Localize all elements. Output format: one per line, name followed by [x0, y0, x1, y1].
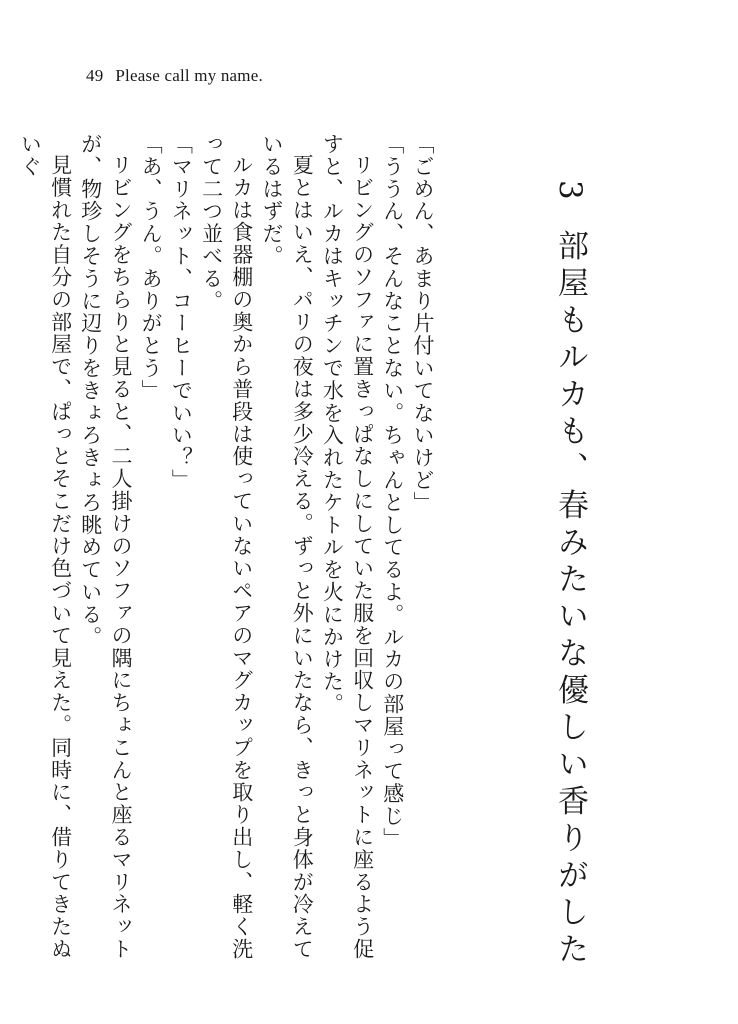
- chapter-number: 3: [552, 180, 588, 206]
- paragraph: 「あ、うん。ありがとう」: [139, 133, 164, 402]
- paragraph: 「ううん、そんなことない。ちゃんとしてるよ。ルカの部屋って感じ」: [380, 133, 405, 850]
- paragraph: リビングをちらりと見ると、二人掛けのソファの隅にちょこんと座るマリネットが、物珍しそうに辺りをきょろきょろ眺めている。: [78, 133, 133, 961]
- paragraph: 「ごめん、あまり片付いてないけど」: [411, 133, 435, 514]
- body-text: [15, 133, 438, 969]
- running-header: [86, 66, 263, 86]
- chapter-title: 部屋もルカも、春みたいな優しい香りがした: [552, 229, 588, 970]
- paragraph: ルカは食器棚の奥から普段は使っていないペアのマグカップを取り出し、軽く洗って二つ並べる。: [199, 133, 254, 961]
- book-title: Please call my name.: [115, 66, 263, 85]
- paragraph: リビングのソファに置きっぱなしにしていた服を回収しマリネットに座るよう促すと、ルカはキッチンで水を入れたケトルを火にかけた。: [320, 133, 375, 961]
- page-number: 49: [86, 66, 104, 85]
- paragraph: 夏とはいえ、パリの夜は多少冷える。ずっと外にいたなら、きっと身体が冷えているはずだ。: [259, 133, 315, 961]
- chapter-heading: [548, 180, 592, 970]
- paragraph: 「マリネット、コーヒーでいい？」: [169, 133, 194, 492]
- paragraph: 見慣れた自分の部屋で、ぱっとそこだけ色づいて見えた。同時に、借りてきたぬいぐ: [18, 133, 73, 961]
